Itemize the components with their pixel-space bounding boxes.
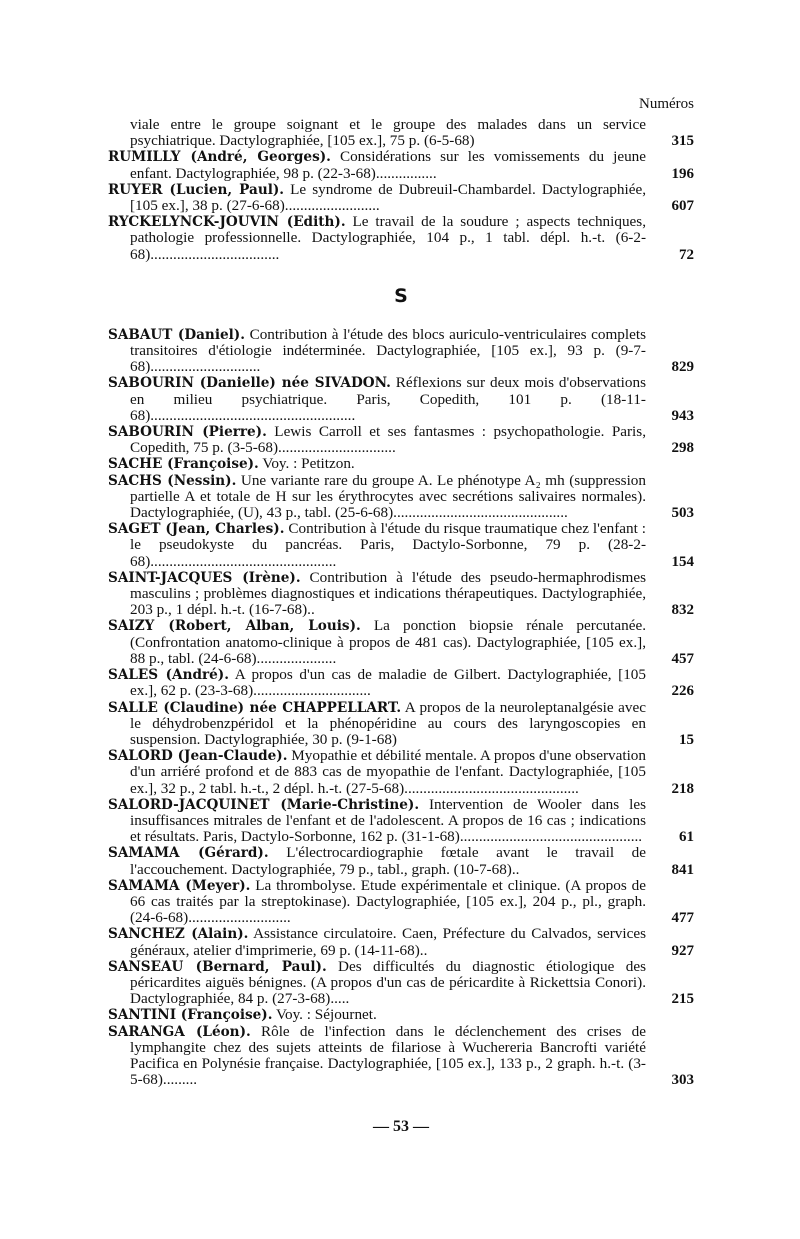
author-name: SAINT-JACQUES (Irène). xyxy=(108,569,301,586)
entry-body xyxy=(108,149,646,181)
bibliography-entry xyxy=(108,845,694,877)
entry-text: Le syndrome de Dubreuil-Chambardel. Dactylographiée, [105 ex.], 38 p. (27-6-68)......................... xyxy=(130,180,646,215)
author-name: SAMAMA (Gérard). xyxy=(108,845,269,862)
bibliography-entry xyxy=(108,700,694,749)
entry-number: 15 xyxy=(679,731,694,748)
bibliography-entry xyxy=(108,667,694,699)
entry-body xyxy=(108,618,646,667)
author-name: SACHE (Françoise). xyxy=(108,456,259,473)
entry-number: 154 xyxy=(671,553,694,570)
entry-text: Intervention de Wooler dans les insuffisances mitrales de l'enfant et de l'adolescent. A propos de 16 cas ; indications et résultats. Paris, Dactylo-Sorbonne, 162 p. (31-1-68)................................................ xyxy=(130,795,646,846)
bibliography-entry xyxy=(108,182,694,214)
entry-body xyxy=(108,456,646,472)
entry-text: Contribution à l'étude des blocs auriculo-ventriculaires complets transitoires d'étiologie indéterminée. Dactylographiée, [105 ex.], 93 p. (9-7-68)............................. xyxy=(130,325,646,376)
entry-text: Voy. : Séjournet. xyxy=(272,1006,377,1024)
entry-number: 503 xyxy=(671,505,694,522)
entry-number: 829 xyxy=(671,359,694,376)
entries-container xyxy=(108,117,694,1088)
author-name: RUYER (Lucien, Paul). xyxy=(108,181,285,198)
entry-text: Une variante rare du groupe A. Le phénotype A₂ mh (suppression partielle A et totale de H sur les érythrocytes avec secrétions salivaires normales). Dactylographiée, (U), 43 p., tabl. (25-6-68).............................................. xyxy=(130,471,646,522)
bibliography-entry xyxy=(108,456,694,472)
entry-number: 607 xyxy=(671,198,694,215)
author-name: SALES (André). xyxy=(108,667,229,684)
author-name: SALORD-JACQUINET (Marie-Christine). xyxy=(108,796,420,813)
entry-number: 477 xyxy=(671,910,694,927)
entry-text: viale entre le groupe soignant et le groupe des malades dans un service psychiatrique. Dactylographiée, [105 ex.], 75 p. (6-5-68) xyxy=(130,116,646,150)
bibliography-entry xyxy=(108,375,694,424)
author-name: SAIZY (Robert, Alban, Louis). xyxy=(108,618,361,635)
author-name: SANCHEZ (Alain). xyxy=(108,926,249,943)
entry-text: Considérations sur les vomissements du jeune enfant. Dactylographiée, 98 p. (22-3-68)................ xyxy=(130,148,646,182)
entry-text: Voy. : Petitzon. xyxy=(258,455,355,473)
entry-number: 298 xyxy=(671,440,694,457)
entry-number: 61 xyxy=(679,829,694,846)
entry-body xyxy=(108,570,646,619)
bibliography-entry xyxy=(108,214,694,263)
author-name: SAMAMA (Meyer). xyxy=(108,877,251,894)
author-name: SANTINI (Françoise). xyxy=(108,1007,273,1024)
bibliography-entry xyxy=(108,1024,694,1089)
entry-number: 196 xyxy=(671,165,694,182)
entry-body xyxy=(108,214,646,263)
entry-number: 457 xyxy=(671,650,694,667)
author-name: SACHS (Nessin). xyxy=(108,472,237,489)
entry-number: 841 xyxy=(671,861,694,878)
entry-body xyxy=(108,845,646,877)
entry-body xyxy=(108,1007,646,1023)
bibliography-entry xyxy=(108,748,694,797)
section-s-entries xyxy=(108,327,694,1089)
entry-text: Réflexions sur deux mois d'observations en milieu psychiatrique. Paris, Copedith, 101 p. (18-11-68)...................................................... xyxy=(130,374,646,424)
entry-body xyxy=(108,375,646,424)
page-number: — 53 — xyxy=(373,1118,429,1135)
entry-body xyxy=(108,473,646,522)
entry-number: 315 xyxy=(671,133,694,150)
entry-body xyxy=(108,926,646,958)
entry-body xyxy=(108,878,646,927)
entry-text: Rôle de l'infection dans le déclenchement des crises de lymphangite chez des sujets atteints de filariose à Wuchereria Bancrofti variété Pacifica en Polynésie française. Dactylographiée, [105 ex.], 133 p., 2 graph. h.-t. (3-5-68)......... xyxy=(130,1022,646,1089)
bibliography-entry xyxy=(108,926,694,958)
entry-body xyxy=(108,424,646,456)
author-name: SALLE (Claudine) née CHAPPELLART. xyxy=(108,699,402,716)
author-name: SANSEAU (Bernard, Paul). xyxy=(108,958,327,975)
entry-number: 215 xyxy=(671,991,694,1008)
entry-text: Des difficultés du diagnostic étiologique des péricardites aiguës bénignes. (A propos d'un cas de péricardite à Rickettsia Conori). Dactylographiée, 84 p. (27-3-68)..... xyxy=(130,957,646,1008)
author-name: RYCKELYNCK-JOUVIN (Edith). xyxy=(108,214,346,231)
entry-text: Myopathie et débilité mentale. A propos d'une observation d'un arriéré profond et de 883 cas de myopathie de l'enfant. Dactylographiée, [105 ex.], 32 p., 2 tabl. h.-t., 2 dépl. h.-t. (27-5-68).............................................. xyxy=(130,747,646,797)
entry-text: Contribution à l'étude des pseudo-hermaphrodismes masculins ; problèmes diagnostiques et indications thérapeutiques. Dactylographiée, 203 p., 1 dépl. h.-t. (16-7-68).. xyxy=(130,568,646,619)
section-letter: S xyxy=(394,284,408,307)
bibliography-entry xyxy=(108,618,694,667)
author-name: SARANGA (Léon). xyxy=(108,1023,251,1040)
entry-body xyxy=(108,521,646,570)
author-name: RUMILLY (André, Georges). xyxy=(108,149,331,166)
author-name: SABAUT (Daniel). xyxy=(108,326,245,343)
entry-text: La ponction biopsie rénale percutanée. (Confrontation anatomo-clinique à propos de 481 cas). Dactylographiée, [105 ex.], 88 p., tabl. (24-6-68)..................... xyxy=(130,617,646,667)
entry-body xyxy=(108,700,646,749)
bibliography-entry xyxy=(108,521,694,570)
entry-text: A propos d'un cas de maladie de Gilbert. Dactylographiée, [105 ex.], 62 p. (23-3-68)............................... xyxy=(130,666,646,700)
bibliography-entry xyxy=(108,570,694,619)
entry-number: 226 xyxy=(671,683,694,700)
entry-body xyxy=(108,797,646,846)
entry-text: La thrombolyse. Etude expérimentale et clinique. (A propos de 66 cas traités par la streptokinase). Dactylographiée, [105 ex.], 204 p., pl., graph. (24-6-68)........................... xyxy=(130,876,646,927)
bibliography-entry xyxy=(108,117,694,149)
entry-text: Le travail de la soudure ; aspects techniques, pathologie professionnelle. Dactylographiée, 104 p., 1 tabl. dépl. h.-t. (6-2-68).................................. xyxy=(130,213,646,263)
entry-number: 72 xyxy=(679,246,694,263)
bibliography-entry xyxy=(108,424,694,456)
entry-text: A propos de la neuroleptanalgésie avec le déhydrobenzpéridol et la phénopéridine au cours des laryngoscopies en suspension. Dactylographiée, 30 p. (9-1-68) xyxy=(130,698,646,748)
bibliography-entry xyxy=(108,149,694,181)
bibliography-entry xyxy=(108,797,694,846)
entry-number: 303 xyxy=(671,1072,694,1089)
entry-body xyxy=(108,1024,646,1089)
entry-body xyxy=(108,117,646,149)
entry-number: 927 xyxy=(671,942,694,959)
column-header-numeros: Numéros xyxy=(639,96,694,112)
bibliography-entry xyxy=(108,327,694,376)
entry-body xyxy=(108,327,646,376)
continued-entries xyxy=(108,117,694,263)
author-name: SAGET (Jean, Charles). xyxy=(108,521,285,538)
entry-number: 943 xyxy=(671,407,694,424)
bibliography-entry xyxy=(108,878,694,927)
entry-body xyxy=(108,959,646,1008)
entry-body xyxy=(108,667,646,699)
author-name: SABOURIN (Danielle) née SIVADON. xyxy=(108,375,391,392)
entry-text: L'électrocardiographie fœtale avant le travail de l'accouchement. Dactylographiée, 79 p., tabl., graph. (10-7-68).. xyxy=(130,844,646,878)
entry-body xyxy=(108,748,646,797)
author-name: SALORD (Jean-Claude). xyxy=(108,748,288,765)
entry-text: Contribution à l'étude du risque traumatique chez l'enfant : le pseudokyste du pancréas. Paris, Dactylo-Sorbonne, 79 p. (28-2-68)................................................. xyxy=(130,520,646,570)
bibliography-entry xyxy=(108,1007,694,1023)
entry-text: Assistance circulatoire. Caen, Préfecture du Calvados, services généraux, atelier d'imprimerie, 69 p. (14-11-68).. xyxy=(130,925,646,959)
bibliography-entry xyxy=(108,473,694,522)
entry-number: 218 xyxy=(671,780,694,797)
entry-text: Lewis Carroll et ses fantasmes : psychopathologie. Paris, Copedith, 75 p. (3-5-68)............................... xyxy=(130,423,646,457)
author-name: SABOURIN (Pierre). xyxy=(108,424,267,441)
entry-body xyxy=(108,182,646,214)
bibliography-entry xyxy=(108,959,694,1008)
entry-number: 832 xyxy=(671,602,694,619)
